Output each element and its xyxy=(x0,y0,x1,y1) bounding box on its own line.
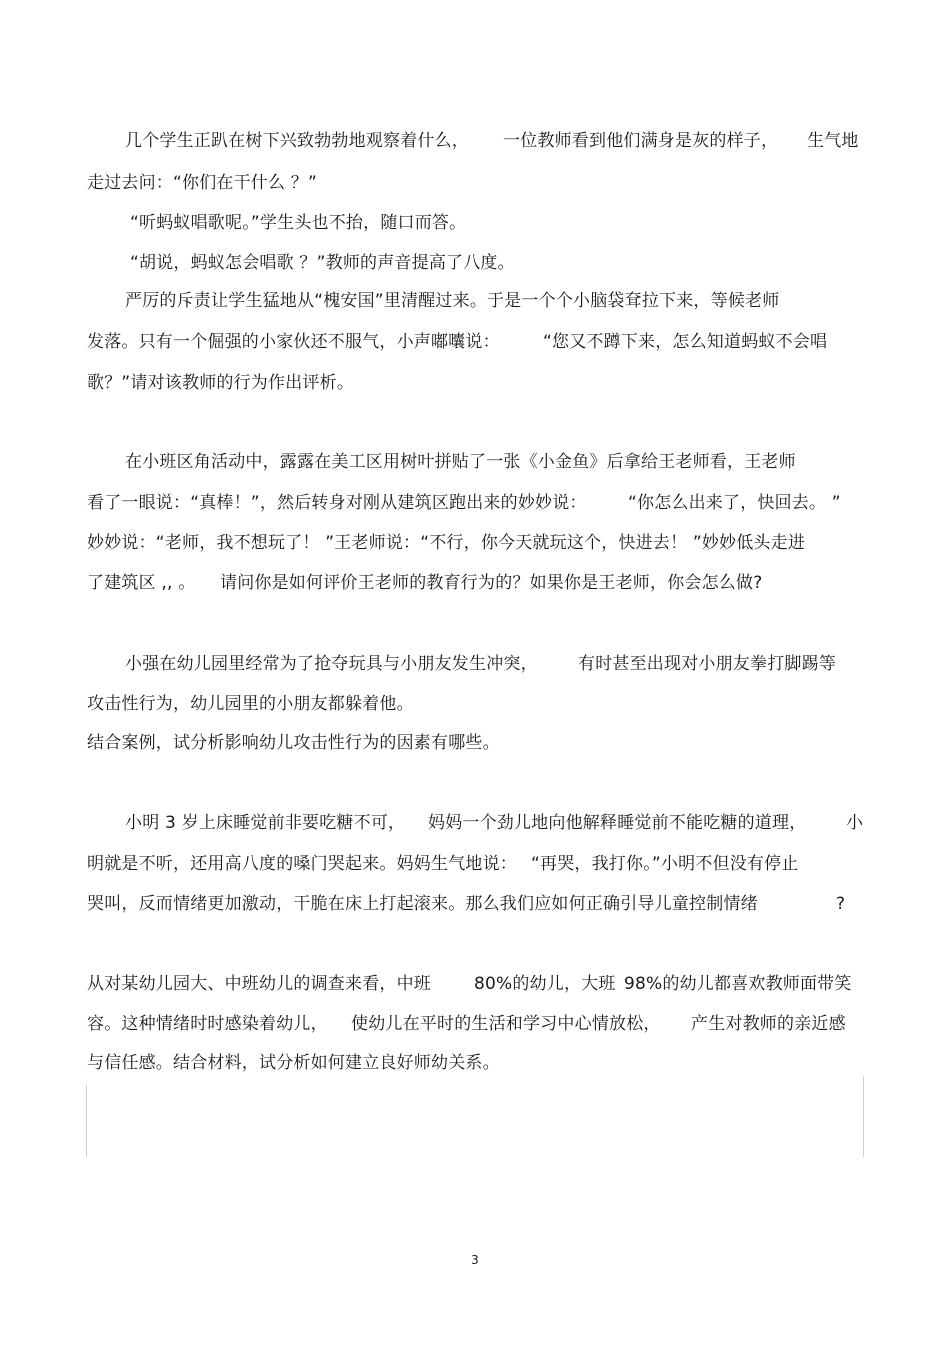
case1-line1a: 几个学生正趴在树下兴致勃勃地观察着什么， xyxy=(125,131,469,151)
case2-line2a: 看了一眼说：“真棒！”，然后转身对刚从建筑区跑出来的妙妙说： xyxy=(87,493,587,513)
case4-line3a: 哭叫，反而情绪更加激动，干脆在床上打起滚来。那么我们应如何正确引导儿童控制情绪 xyxy=(87,894,758,914)
case5-line2c: 产生对教师的亲近感 xyxy=(691,1014,846,1034)
case4-line3b: ? xyxy=(836,894,846,914)
case5-line2a: 容。这种情绪时时感染着幼儿， xyxy=(87,1014,328,1034)
case1-line6a: 发落。只有一个倔强的小家伙还不服气，小声嘟囔说： xyxy=(87,332,500,352)
case3-line1b: 有时甚至出现对小朋友拳打脚踢等 xyxy=(578,654,836,674)
case2-line2b: “你怎么出来了，快回去。 ” xyxy=(628,493,841,513)
case4-line2a: 明就是不听，还用高八度的嗓门哭起来。妈妈生气地说： xyxy=(87,854,517,874)
case1-line1c: 生气地 xyxy=(807,131,859,151)
case2-line4a: 了建筑区 ,, 。 xyxy=(87,573,196,593)
case2-line3: 妙妙说：“老师，我不想玩了！ ”王老师说：“不行，你今天就玩这个，快进去！ ”妙妙低头走进 xyxy=(87,533,806,553)
case2-line4b: 请问你是如何评价王老师的教育行为的？如果你是王老师，你会怎么做? xyxy=(220,573,763,593)
case3-line3: 结合案例，试分析影响幼儿攻击性行为的因素有哪些。 xyxy=(87,733,500,753)
case1-line6b: “您又不蹲下来，怎么知道蚂蚁不会唱 xyxy=(543,332,828,352)
case3-line1a: 小强在幼儿园里经常为了抢夺玩具与小朋友发生冲突， xyxy=(125,654,538,674)
case4-line1a: 小明 3 岁上床睡觉前非要吃糖不可， xyxy=(125,813,406,833)
case5-line3: 与信任感。结合材料，试分析如何建立良好师幼关系。 xyxy=(87,1053,500,1073)
case2-line1: 在小班区角活动中，露露在美工区用树叶拼贴了一张《小金鱼》后拿给王老师看，王老师 xyxy=(125,452,796,472)
case3-line2: 攻击性行为，幼儿园里的小朋友都躲着他。 xyxy=(87,694,414,714)
page-number: 3 xyxy=(471,1253,479,1267)
case5-line1c: 98%的幼儿都喜欢教师面带笑 xyxy=(624,974,852,994)
answer-box-left-border xyxy=(86,1085,87,1157)
case1-line1b: 一位教师看到他们满身是灰的样子， xyxy=(503,131,779,151)
case4-line2b: “再哭，我打你。”小明不但没有停止 xyxy=(531,854,799,874)
case1-line4: “胡说，蚂蚁怎会唱歌 ？”教师的声音提高了八度。 xyxy=(130,253,515,273)
case5-line1a: 从对某幼儿园大、中班幼儿的调查来看，中班 xyxy=(87,974,431,994)
case4-line1b: 妈妈一个劲儿地向他解释睡觉前不能吃糖的道理， xyxy=(428,813,807,833)
case5-line2b: 使幼儿在平时的生活和学习中心情放松， xyxy=(351,1014,661,1034)
case1-line2: 走过去问：“你们在干什么 ？” xyxy=(87,173,318,193)
case1-line5: 严厉的斥责让学生猛地从“槐安国”里清醒过来。于是一个个小脑袋耷拉下来，等候老师 xyxy=(125,291,780,311)
case1-line3: “听蚂蚁唱歌呢。”学生头也不抬，随口而答。 xyxy=(130,213,467,233)
case4-line1c: 小 xyxy=(846,813,864,833)
case1-line7: 歌？”请对该教师的行为作出评析。 xyxy=(87,373,355,393)
case5-line1b: 80%的幼儿，大班 xyxy=(474,974,616,994)
answer-box-right-border xyxy=(863,1076,864,1157)
